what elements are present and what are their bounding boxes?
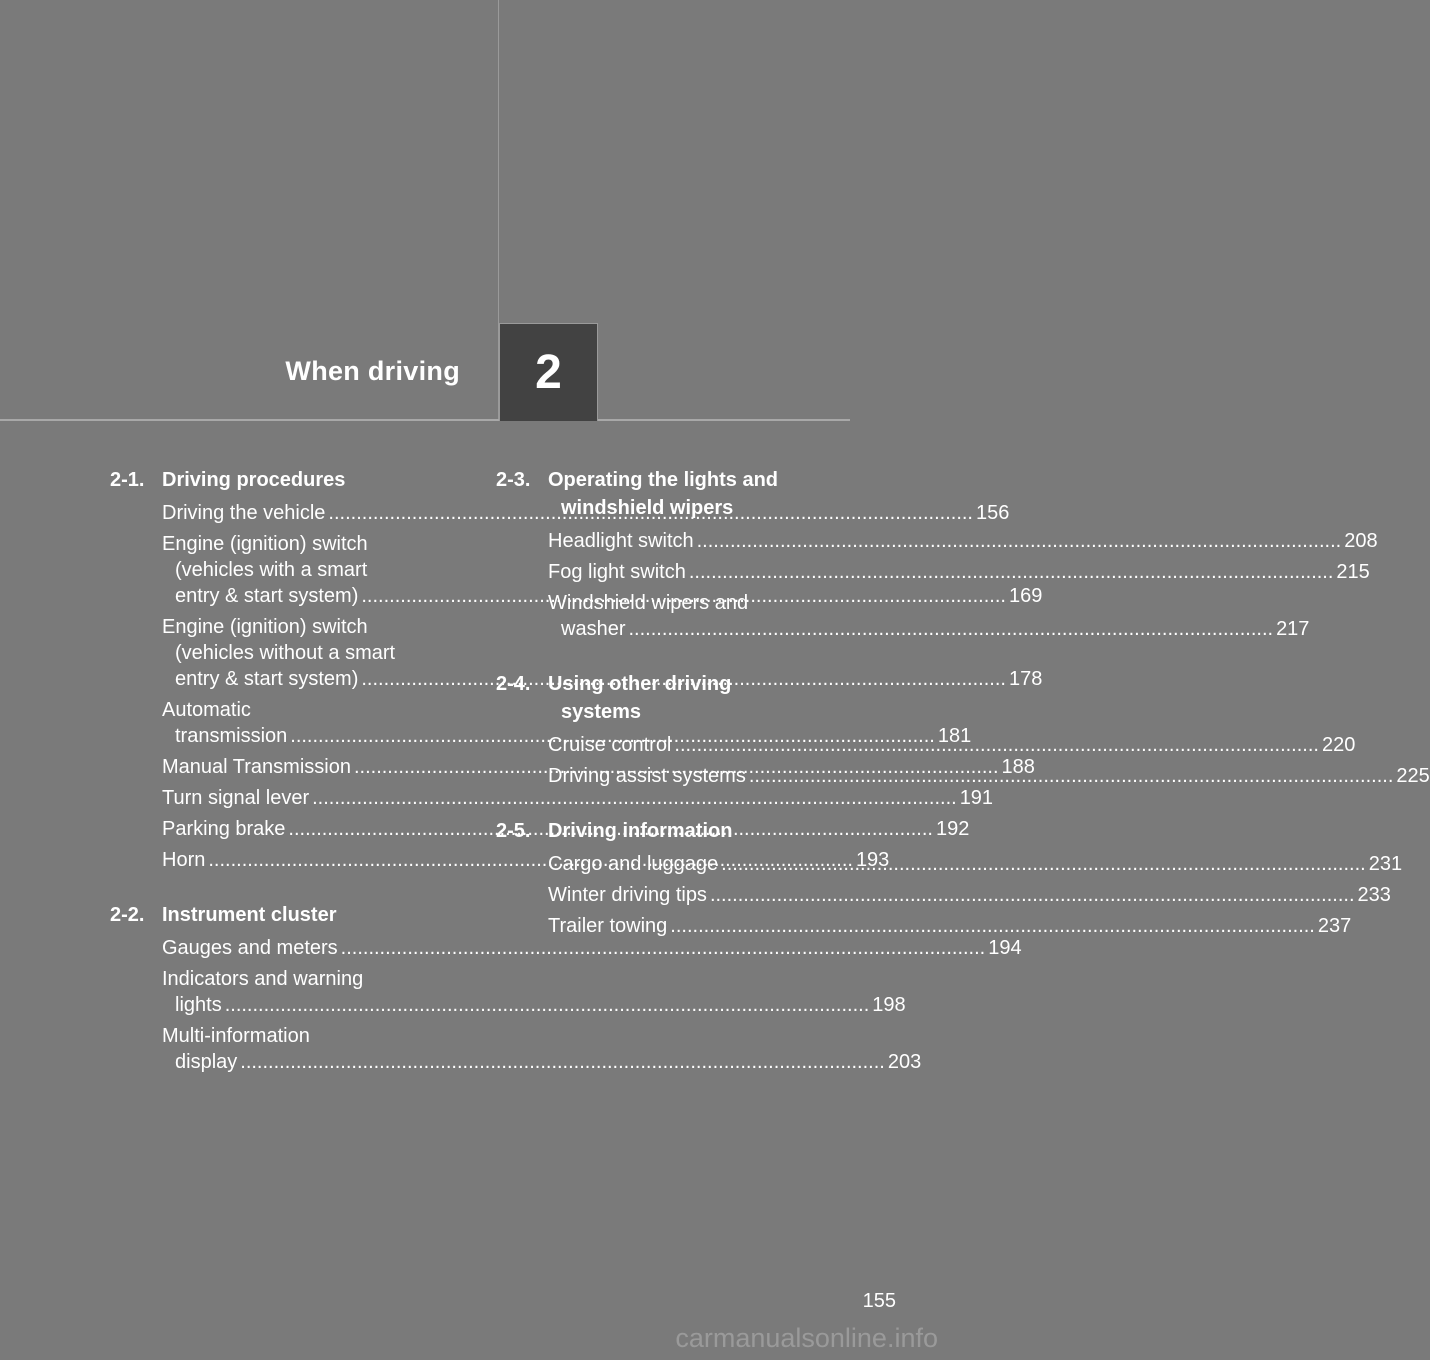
entry-text: Cargo and luggage [548, 853, 719, 875]
entry-page: 193 [855, 849, 890, 871]
chapter-title: When driving [285, 356, 460, 386]
entry-leader-line [548, 913, 1352, 939]
section-number: 2-3. [496, 469, 531, 491]
toc-entry[interactable] [548, 913, 1352, 939]
entry-text: Manual Transmission [162, 756, 351, 778]
entry-text: Headlight switch [548, 530, 694, 552]
entry-text: Engine (ignition) switch [162, 533, 368, 555]
toc-entry[interactable] [548, 882, 1391, 908]
entry-page: 203 [887, 1051, 922, 1073]
toc-entry[interactable] [548, 559, 1370, 585]
entry-page: 192 [935, 818, 970, 840]
dot-leader [710, 882, 1355, 908]
dot-leader [749, 763, 1394, 789]
entry-text: Trailer towing [548, 915, 668, 937]
entry-leader-line [548, 528, 1378, 554]
entry-leader-line [162, 992, 906, 1018]
entry-text: Engine (ignition) switch [162, 616, 368, 638]
entry-page: 231 [1368, 853, 1403, 875]
horizontal-divider [0, 419, 850, 421]
entry-page: 225 [1396, 765, 1430, 787]
entry-text: (vehicles with a smart [175, 559, 368, 581]
entry-text: Automatic [162, 699, 251, 721]
toc-entry[interactable] [162, 935, 1022, 961]
entry-page: 191 [959, 787, 994, 809]
section-title-line: Driving information [548, 820, 733, 842]
section-heading[interactable] [496, 817, 845, 845]
section-title-line: Instrument cluster [162, 904, 337, 926]
section-title [548, 466, 845, 522]
section-title-line: Driving procedures [162, 469, 346, 491]
dot-leader [689, 559, 1334, 585]
chapter-number-tab [499, 323, 598, 421]
entry-leader-line [162, 1049, 922, 1075]
section-entries [110, 935, 1022, 1075]
section-title-line: systems [561, 701, 642, 723]
entry-text: lights [175, 994, 222, 1016]
section-title-line: Operating the lights and [548, 469, 779, 491]
chapter-number: 2 [535, 346, 562, 399]
section-heading[interactable] [110, 466, 460, 494]
toc-entry[interactable] [162, 966, 906, 1018]
entry-text: Turn signal lever [162, 787, 310, 809]
section-number: 2-2. [110, 904, 145, 926]
toc-entry[interactable] [162, 1023, 922, 1075]
section-heading[interactable] [496, 466, 845, 522]
toc-entry[interactable] [162, 785, 994, 811]
section-number: 2-4. [496, 673, 531, 695]
entry-text: Cruise control [548, 734, 672, 756]
entry-leader-line [548, 882, 1391, 908]
dot-leader [628, 618, 1273, 640]
entry-text: Windshield wipers and [548, 592, 749, 614]
section-number: 2-5. [496, 820, 531, 842]
entry-page: 188 [1001, 756, 1035, 778]
dot-leader [721, 851, 1366, 877]
entry-text: Driving the vehicle [162, 502, 326, 524]
dot-leader [225, 994, 870, 1016]
entry-text: entry & start system) [175, 585, 359, 607]
dot-leader [674, 732, 1319, 758]
entry-page: 169 [1008, 585, 1043, 607]
section-title-line: windshield wipers [561, 497, 734, 519]
entry-page: 208 [1344, 530, 1378, 552]
entry-text: Gauges and meters [162, 937, 338, 959]
entry-text: Multi-information [162, 1025, 310, 1047]
entry-text: washer [561, 618, 626, 640]
section-title-line: Using other driving [548, 673, 732, 695]
dot-leader [240, 1051, 885, 1073]
entry-page: 198 [872, 994, 906, 1016]
entry-page: 178 [1008, 668, 1043, 690]
entry-text: Parking brake [162, 818, 286, 840]
entry-text: Fog light switch [548, 561, 686, 583]
entry-text: entry & start system) [175, 668, 359, 690]
entry-page: 181 [937, 725, 972, 747]
toc-entry[interactable] [548, 528, 1378, 554]
section-title [162, 901, 460, 929]
entry-leader-line [548, 559, 1370, 585]
entry-leader-line [162, 785, 994, 811]
section-heading[interactable] [110, 901, 460, 929]
entry-page: 217 [1276, 618, 1310, 640]
section-number: 2-1. [110, 469, 145, 491]
entry-page: 215 [1336, 561, 1370, 583]
entry-text: Winter driving tips [548, 884, 707, 906]
entry-leader-line [162, 935, 1022, 961]
section-title [548, 817, 845, 845]
entry-text: display [175, 1051, 238, 1073]
entry-page: 156 [976, 502, 1010, 524]
dot-leader [697, 528, 1342, 554]
entry-text: transmission [175, 725, 288, 747]
entry-page: 220 [1321, 734, 1356, 756]
entry-page: 194 [988, 937, 1022, 959]
watermark: carmanualsonline.info [675, 1323, 938, 1353]
section-title [162, 466, 460, 494]
section-heading[interactable] [496, 670, 845, 726]
entry-text: Driving assist systems [548, 765, 746, 787]
entry-text: Horn [162, 849, 206, 871]
entry-leader-line [548, 616, 1310, 642]
dot-leader [670, 913, 1315, 939]
page-number: 155 [862, 1290, 896, 1312]
section-title [548, 670, 845, 726]
entry-text: Indicators and warning [162, 968, 364, 990]
entry-text: (vehicles without a smart [175, 642, 396, 664]
entry-page: 237 [1317, 915, 1352, 937]
entry-page: 233 [1357, 884, 1391, 906]
